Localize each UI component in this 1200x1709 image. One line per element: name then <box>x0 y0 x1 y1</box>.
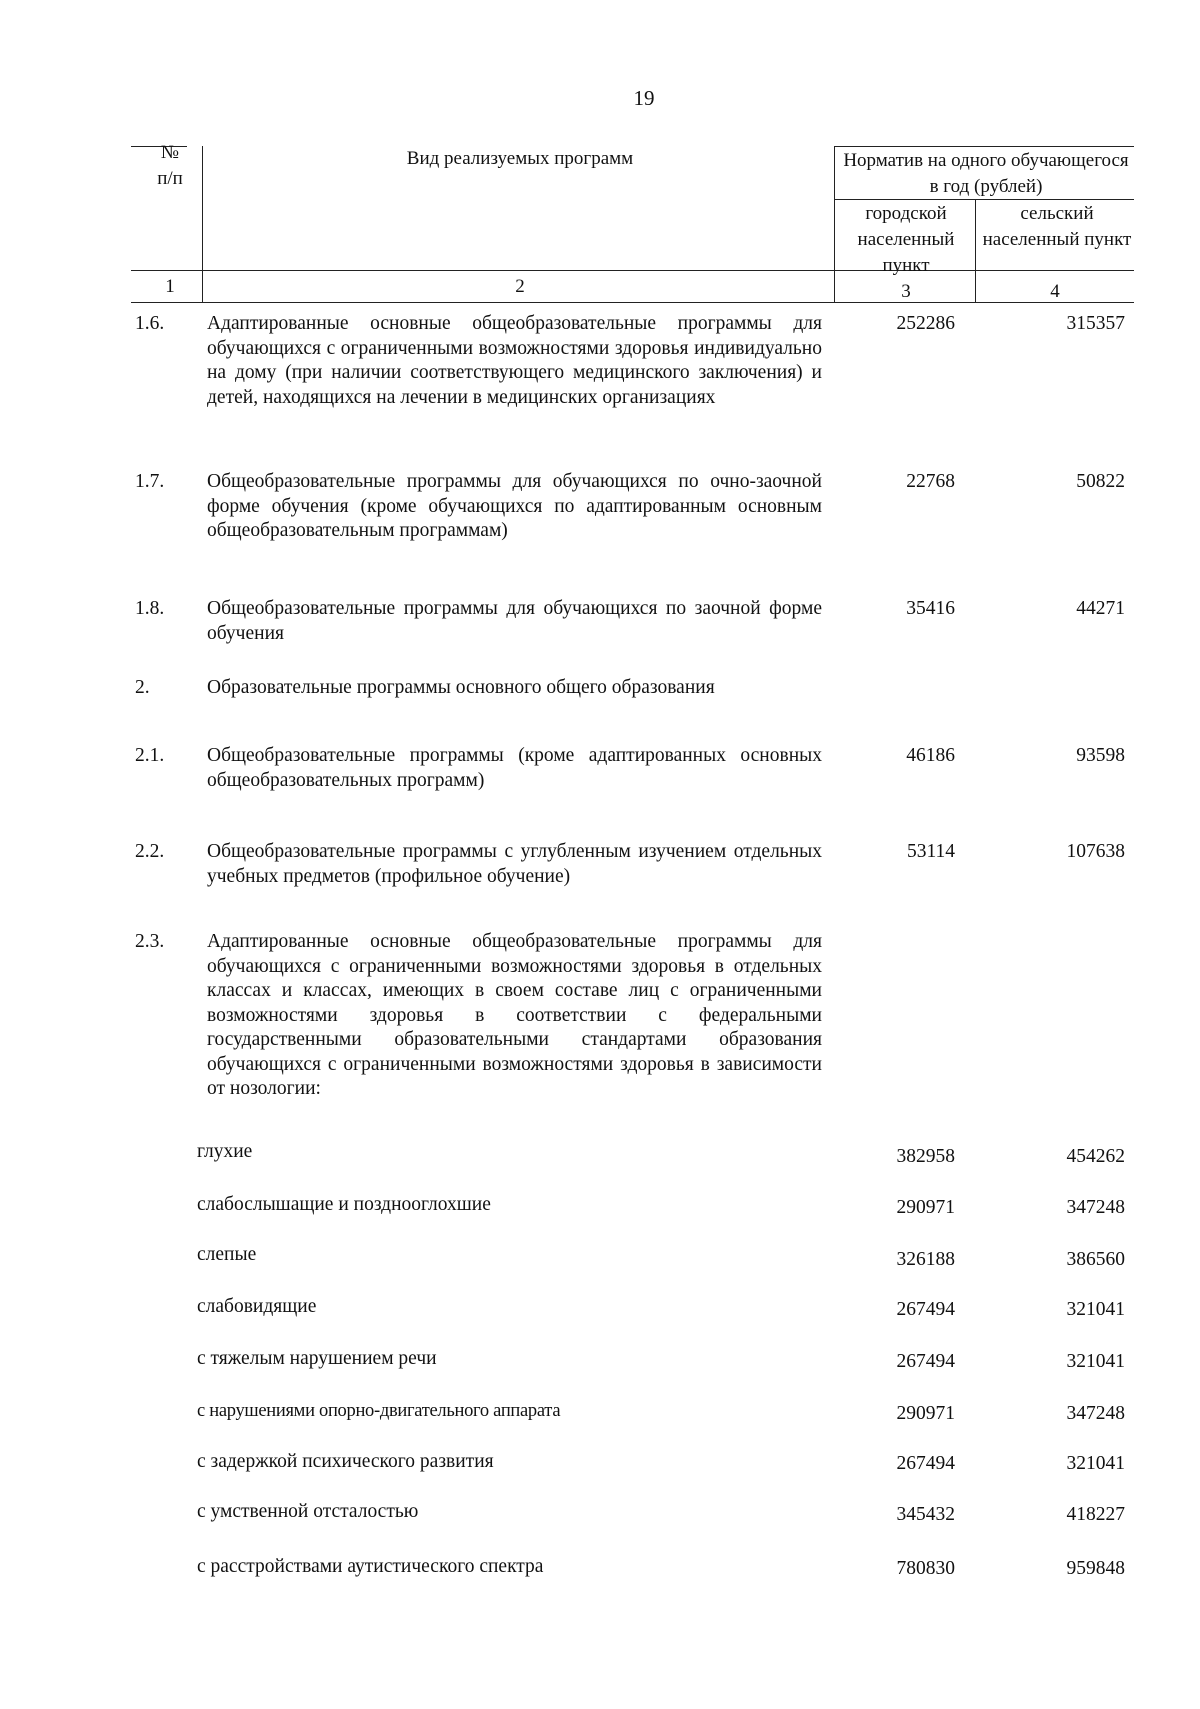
subrow-description: с нарушениями опорно-двигательного аппарата <box>197 1401 561 1421</box>
row-description: Общеобразовательные программы (кроме адаптированных основных общеобразовательных программ) <box>207 745 822 791</box>
subrow-rural-value: 386560 <box>1066 1249 1125 1270</box>
subrow-urban-value: 780830 <box>896 1558 955 1579</box>
header-col-number: № п/п <box>157 142 183 189</box>
header-col-urban: городской населенный пункт <box>857 203 955 276</box>
header-index-3: 3 <box>901 281 911 302</box>
row-urban-value: 53114 <box>906 841 955 862</box>
header-index-2: 2 <box>515 276 525 297</box>
subrow-urban-value: 267494 <box>896 1453 955 1474</box>
row-description: Адаптированные основные общеобразовательные программы для обучающихся с ограниченными возможностями здоровья в отдельных классах и классах, имеющих в своем составе лиц с ограниченными возможностями здоровья в соответствии с федеральными государственными образовательными стандартами образования обучающихся с ограниченными возможностями здоровья в зависимости от нозологии: <box>207 931 822 1099</box>
row-number: 2.1. <box>135 745 165 766</box>
subrow-rural-value: 347248 <box>1066 1403 1125 1424</box>
row-description: Общеобразовательные программы с углубленным изучением отдельных учебных предметов (профильное обучение) <box>207 841 822 887</box>
subrow-description: с умственной отсталостью <box>197 1501 419 1522</box>
row-urban-value: 22768 <box>906 471 955 492</box>
row-rural-value: 50822 <box>1076 471 1125 492</box>
subrow-urban-value: 290971 <box>896 1197 955 1218</box>
header-col-program-type: Вид реализуемых программ <box>406 148 634 169</box>
header-bottom-rule <box>131 270 1134 271</box>
row-rural-value: 93598 <box>1076 745 1125 766</box>
row-number: 2.3. <box>135 931 165 952</box>
subrow-description: с задержкой психического развития <box>197 1451 494 1472</box>
row-number: 2. <box>135 677 150 698</box>
row-urban-value: 46186 <box>906 745 955 766</box>
row-number: 1.6. <box>135 313 165 334</box>
row-number: 1.7. <box>135 471 165 492</box>
row-urban-value: 252286 <box>896 313 955 334</box>
subrow-urban-value: 382958 <box>896 1146 955 1167</box>
row-number: 1.8. <box>135 598 165 619</box>
row-description: Общеобразовательные программы для обучающихся по очно-заочной форме обучения (кроме обучающихся по адаптированным основным общеобразовательным программам) <box>207 471 822 541</box>
subrow-urban-value: 267494 <box>896 1351 955 1372</box>
subrow-rural-value: 321041 <box>1066 1299 1125 1320</box>
subrow-urban-value: 345432 <box>896 1504 955 1525</box>
header-index-4: 4 <box>1050 281 1060 302</box>
row-rural-value: 44271 <box>1076 598 1125 619</box>
row-description: Образовательные программы основного общего образования <box>207 677 715 698</box>
subrow-rural-value: 454262 <box>1066 1146 1125 1167</box>
page-number: 19 <box>633 86 655 110</box>
subrow-description: глухие <box>197 1141 253 1162</box>
row-urban-value: 35416 <box>906 598 955 619</box>
row-number: 2.2. <box>135 841 165 862</box>
subrow-rural-value: 321041 <box>1066 1351 1125 1372</box>
row-description: Адаптированные основные общеобразовательные программы для обучающихся с ограниченными возможностями здоровья индивидуально на дому (при наличии соответствующего медицинского заключения) и детей, находящихся на лечении в медицинских организациях <box>207 313 822 408</box>
subrow-urban-value: 326188 <box>896 1249 955 1270</box>
header-top-rule-right <box>834 146 1134 147</box>
subrow-urban-value: 290971 <box>896 1403 955 1424</box>
subrow-rural-value: 321041 <box>1066 1453 1125 1474</box>
row-rural-value: 107638 <box>1066 841 1125 862</box>
subrow-description: с расстройствами аутистического спектра <box>197 1556 544 1577</box>
header-col-rural: сельский населенный пункт <box>982 203 1132 250</box>
col-divider-3 <box>975 199 976 302</box>
header-index-1: 1 <box>165 276 175 297</box>
subrow-description: слабослышащие и позднооглохшие <box>197 1194 491 1215</box>
subrow-rural-value: 347248 <box>1066 1197 1125 1218</box>
subrow-rural-value: 418227 <box>1066 1504 1125 1525</box>
subrow-description: слабовидящие <box>197 1296 317 1317</box>
subrow-rural-value: 959848 <box>1066 1558 1125 1579</box>
subrow-urban-value: 267494 <box>896 1299 955 1320</box>
subrow-description: слепые <box>197 1244 257 1265</box>
header-group-normative: Норматив на одного обучающегося в год (рублей) <box>843 150 1129 197</box>
row-description: Общеобразовательные программы для обучающихся по заочной форме обучения <box>207 598 822 644</box>
col-divider-1 <box>202 146 203 302</box>
subrow-description: с тяжелым нарушением речи <box>197 1348 437 1369</box>
row-rural-value: 315357 <box>1066 313 1125 334</box>
